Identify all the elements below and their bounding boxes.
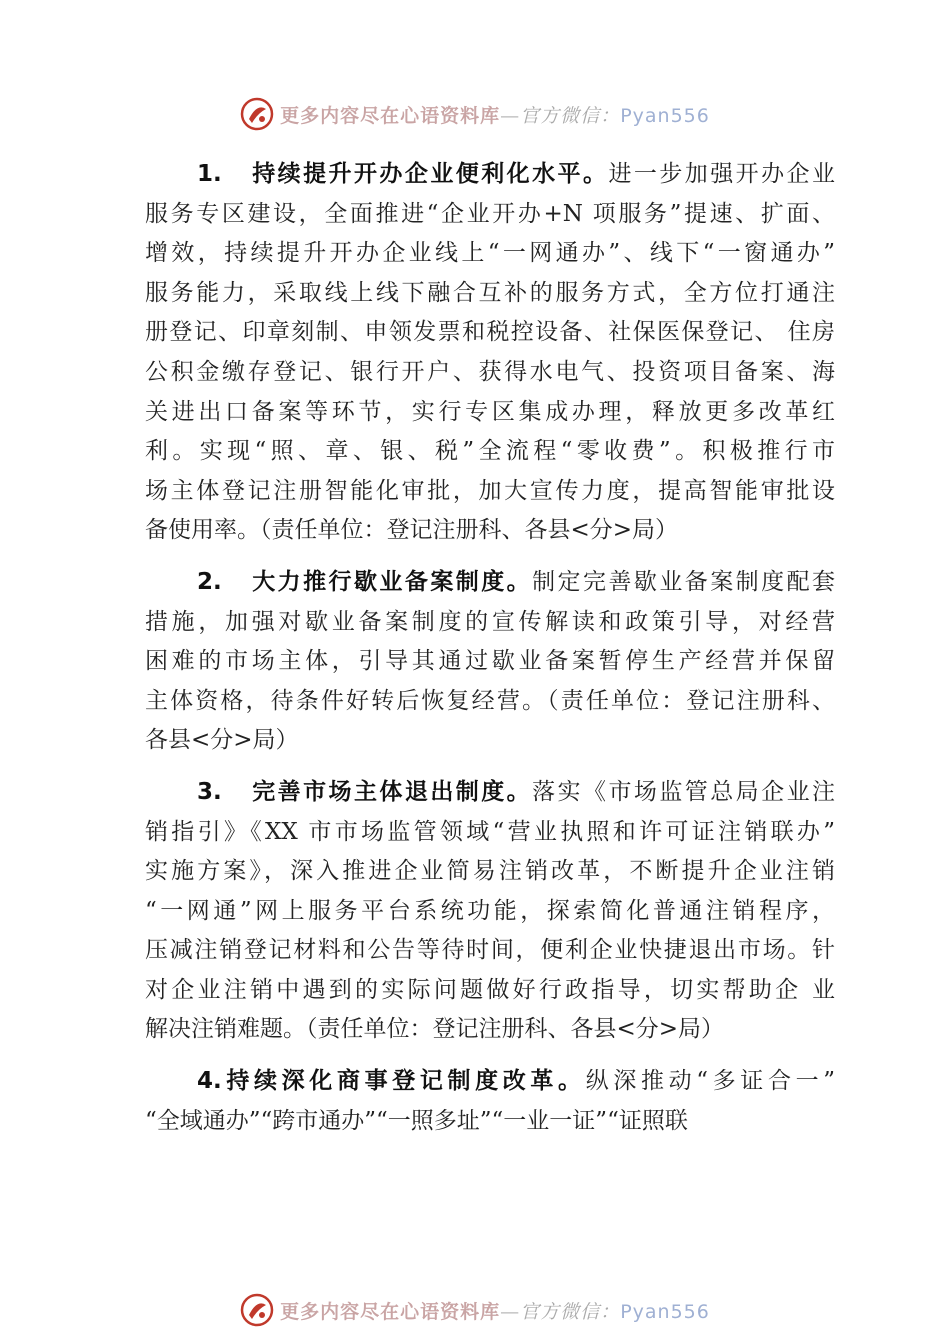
section-line: 备使用率。（责任单位：登记注册科、各县<分>局） <box>145 517 679 544</box>
section-number: 2. <box>197 568 222 595</box>
section-1 <box>145 155 835 551</box>
section-3 <box>145 773 835 1050</box>
header-banner <box>0 94 950 134</box>
seal-logo-icon <box>240 1293 274 1327</box>
section-line: 解决注销难题。（责任单位：登记注册科、各县<分>局） <box>145 1016 725 1043</box>
section-4 <box>145 1062 835 1141</box>
section-line <box>145 155 835 195</box>
banner-wx-label: 官方微信： <box>520 1300 621 1323</box>
footer-banner <box>0 1290 950 1330</box>
section-line: 服务专区建设，全面推进“企业开办+N 项服务”提速、扩面、 <box>145 200 835 227</box>
banner-main: 更多内容尽在心语资料库 <box>280 104 501 127</box>
section-number: 3. <box>197 778 222 805</box>
section-text: 落实《市场监管总局企业注 <box>532 778 836 805</box>
section-text: 制定完善歇业备案制度配套 <box>532 568 836 595</box>
seal-logo-icon <box>240 97 274 131</box>
section-line <box>145 563 835 603</box>
section-line: 对企业注销中遇到的实际问题做好行政指导，切实帮助企 业 <box>145 976 835 1003</box>
section-heading: 4.持续深化商事登记制度改革。 <box>197 1068 586 1095</box>
banner-wx-label: 官方微信： <box>520 104 621 127</box>
document-body <box>145 155 835 1153</box>
section-line <box>145 773 835 813</box>
section-line: 利。实现“照、章、银、税”全流程“零收费”。积极推行市 <box>145 438 835 465</box>
section-line: 册登记、印章刻制、申领发票和税控设备、社保医保登记、 住房 <box>145 319 835 346</box>
section-line: 主体资格，待条件好转后恢复经营。（责任单位：登记注册科、 <box>145 687 835 714</box>
banner-text <box>280 101 710 128</box>
banner-main: 更多内容尽在心语资料库 <box>280 1300 501 1323</box>
banner-account: Pyan556 <box>620 104 710 127</box>
section-line: 各县<分>局） <box>145 727 299 754</box>
section-line: 压减注销登记材料和公告等待时间，便利企业快捷退出市场。针 <box>145 937 835 964</box>
section-line: 措施，加强对歇业备案制度的宣传解读和政策引导，对经营 <box>145 608 835 635</box>
banner-text <box>280 1297 710 1324</box>
section-heading: 大力推行歇业备案制度。 <box>249 568 533 595</box>
section-line: 实施方案》，深入推进企业简易注销改革，不断提升企业注销 <box>145 858 835 885</box>
section-line: 服务能力，采取线上线下融合互补的服务方式，全方位打通注 <box>145 279 835 306</box>
section-line: 公积金缴存登记、银行开户、获得水电气、投资项目备案、海 <box>145 358 835 385</box>
section-line: 场主体登记注册智能化审批，加大宣传力度，提高智能审批设 <box>145 477 835 504</box>
section-2 <box>145 563 835 761</box>
section-line: 销指引》《XX 市市场监管领域“营业执照和许可证注销联办” <box>145 818 835 845</box>
section-line: 关进出口备案等环节，实行专区集成办理，释放更多改革红 <box>145 398 835 425</box>
section-heading: 持续提升开办企业便利化水平。 <box>249 161 609 187</box>
section-number: 1. <box>197 161 222 187</box>
section-line <box>145 1062 835 1102</box>
banner-dash: — <box>500 1300 521 1323</box>
banner-dash: — <box>500 104 521 127</box>
section-line: “全域通办”“跨市通办”“一照多址”“一业一证”“证照联 <box>145 1107 688 1134</box>
section-text: 纵深推动“多证合一” <box>585 1068 835 1095</box>
section-line: “一网通”网上服务平台系统功能，探索简化普通注销程序， <box>145 897 835 924</box>
section-line: 增效，持续提升开办企业线上“一网通办”、线下“一窗通办” <box>145 240 835 267</box>
banner-account: Pyan556 <box>620 1300 710 1323</box>
section-text: 进一步加强开办企业 <box>608 161 836 187</box>
section-line: 困难的市场主体，引导其通过歇业备案暂停生产经营并保留 <box>145 648 835 675</box>
section-heading: 完善市场主体退出制度。 <box>249 778 533 805</box>
